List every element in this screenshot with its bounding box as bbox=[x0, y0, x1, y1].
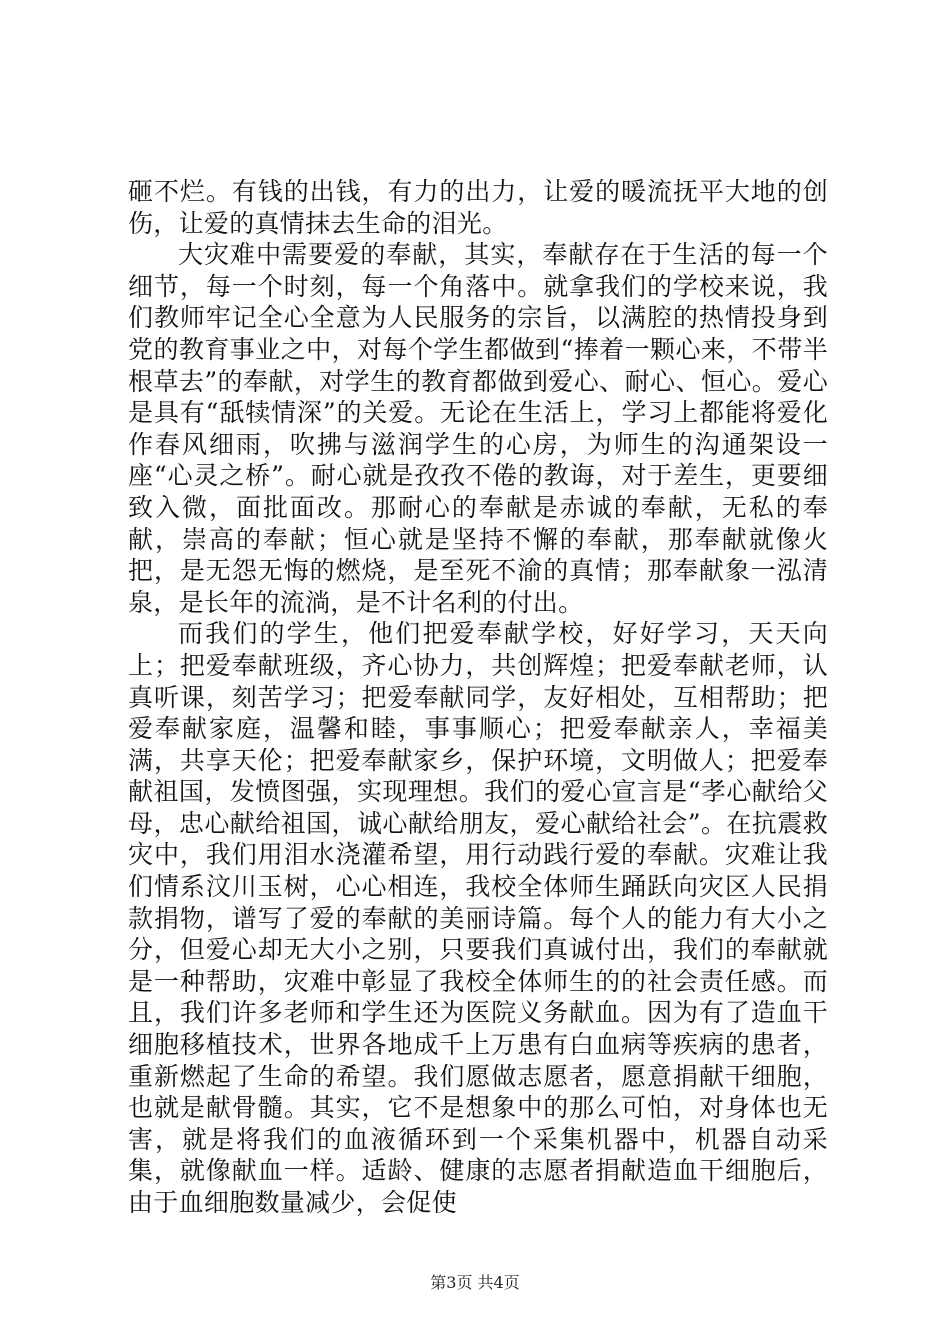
paragraph-3: 而我们的学生，他们把爱奉献学校，好好学习，天天向上；把爱奉献班级，齐心协力，共创辉煌；把爱奉献老师，认真听课，刻苦学习；把爱奉献同学，友好相处，互相帮助；把爱奉献家庭，温馨和睦，事事顺心；把爱奉献亲人，幸福美满，共享天伦；把爱奉献家乡，保护环境，文明做人；把爱奉献祖国，发愤图强，实现理想。我们的爱心宣言是“孝心献给父母，忠心献给祖国，诚心献给朋友，爱心献给社会”。在抗震救灾中，我们用泪水浇灌希望，用行动践行爱的奉献。灾难让我们情系汶川玉树，心心相连，我校全体师生踊跃向灾区人民捐款捐物，谱写了爱的奉献的美丽诗篇。每个人的能力有大小之分，但爱心却无大小之别，只要我们真诚付出，我们的奉献就是一种帮助，灾难中彰显了我校全体师生的的社会责任感。而且，我们许多老师和学生还为医院义务献血。因为有了造血干细胞移植技术，世界各地成千上万患有白血病等疾病的患者，重新燃起了生命的希望。我们愿做志愿者，愿意捐献干细胞，也就是献骨髓。其实，它不是想象中的那么可怕，对身体也无害，就是将我们的血液循环到一个采集机器中，机器自动采集，就像献血一样。适龄、健康的志愿者捐献造血干细胞后，由于血细胞数量减少，会促使 bbox=[128, 619, 828, 1217]
page-footer: 第3页 共4页 bbox=[430, 1273, 520, 1292]
body-text bbox=[128, 176, 828, 1219]
paragraph-1: 砸不烂。有钱的出钱，有力的出力，让爱的暖流抚平大地的创伤，让爱的真情抹去生命的泪光。 bbox=[128, 177, 828, 238]
paragraph-2: 大灾难中需要爱的奉献，其实，奉献存在于生活的每一个细节，每一个时刻，每一个角落中。就拿我们的学校来说，我们教师牢记全心全意为人民服务的宗旨，以满腔的热情投身到党的教育事业之中，对每个学生都做到“捧着一颗心来，不带半根草去”的奉献，对学生的教育都做到爱心、耐心、恒心。爱心是具有“舐犊情深”的关爱。无论在生活上，学习上都能将爱化作春风细雨，吹拂与滋润学生的心房，为师生的沟通架设一座“心灵之桥”。耐心就是孜孜不倦的教诲，对于差生，更要细致入微，面批面改。那耐心的奉献是赤诚的奉献，无私的奉献，崇高的奉献；恒心就是坚持不懈的奉献，那奉献就像火把，是无怨无悔的燃烧，是至死不渝的真情；那奉献象一泓清泉，是长年的流淌，是不计名利的付出。 bbox=[128, 240, 828, 617]
